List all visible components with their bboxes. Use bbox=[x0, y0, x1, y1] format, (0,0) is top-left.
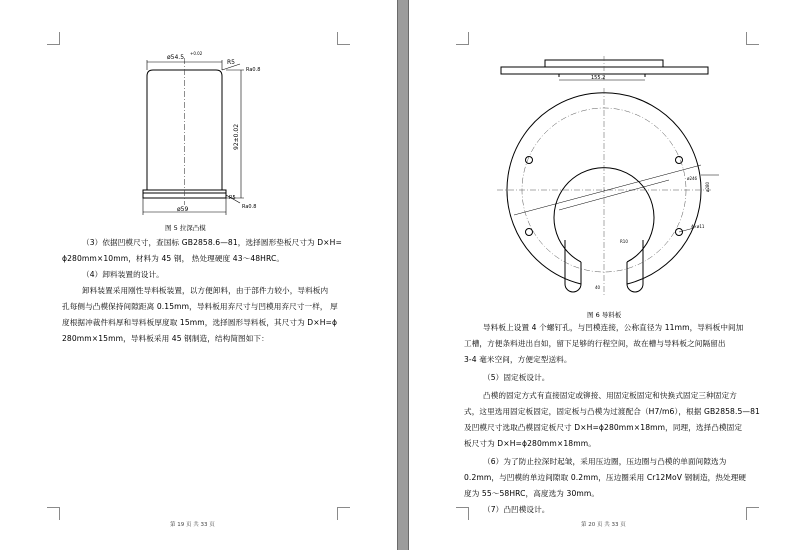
crop-mark bbox=[47, 507, 60, 520]
dim-top-tolerance: +0.02 bbox=[190, 51, 203, 56]
dim-r5: R5 bbox=[227, 59, 235, 66]
dim-slot-width: 40 bbox=[595, 285, 601, 290]
document-page-20 bbox=[409, 0, 806, 550]
paragraph-line: 式，这里选用固定板固定，固定板与凸模为过渡配合（H7/m6），根据 GB2858.5—81 bbox=[464, 407, 760, 416]
figure-caption: 图 6 导料板 bbox=[587, 311, 622, 319]
punch-drawing bbox=[0, 0, 397, 230]
crop-mark bbox=[456, 507, 469, 520]
dim-base-diameter: ø59 bbox=[177, 206, 189, 213]
paragraph-line: （3）依据凹模尺寸，查国标 GB2858.6—81，选择圆形垫板尺寸为 D×H= bbox=[82, 238, 342, 247]
dim-hole-width: 155.2 bbox=[591, 75, 606, 81]
dim-height: 92±0.02 bbox=[233, 123, 240, 150]
dim-r5-bottom: R5 bbox=[229, 195, 236, 201]
figure-caption: 图 5 拉深凸模 bbox=[165, 224, 206, 232]
dim-roughness-bottom: Ra0.8 bbox=[242, 204, 257, 210]
paragraph-line: 280mm×15mm，导料板采用 45 钢制造，结构简图如下： bbox=[62, 334, 269, 343]
guide-plate-drawing bbox=[409, 0, 806, 310]
paragraph-line: 板尺寸为 D×H=ɸ280mm×18mm。 bbox=[464, 439, 596, 448]
paragraph-line: 度根据冲裁件料厚和导料板厚度取 15mm，选择圆形导料板，其尺寸为 D×H=ɸ bbox=[62, 318, 338, 327]
page-footer: 第 20 页 共 33 页 bbox=[581, 522, 626, 528]
dim-holes: 4×ø11 bbox=[691, 224, 705, 229]
dim-pitch-diameter: ø246 bbox=[687, 176, 698, 181]
paragraph-line: 0.2mm，与凹模的单边间隙取 0.2mm，压边圈采用 Cr12MoV 钢制造，热处理硬 bbox=[464, 473, 747, 482]
paragraph-line: 工槽，方便条料进出自如，留下足够的行程空间，故在槽与导料板之间隔留出 bbox=[464, 339, 726, 348]
paragraph-line: 孔每侧与凸模保持间隙距离 0.15mm，导料板用弃尺寸与凹模用弃尺寸一样， 厚 bbox=[62, 302, 338, 311]
section-heading: （7）凸凹模设计。 bbox=[483, 505, 550, 514]
paragraph-line: 3-4 毫米空间，方便定型送料。 bbox=[464, 355, 572, 364]
paragraph-line: 度为 55～58HRC，高度选为 30mm。 bbox=[464, 489, 600, 498]
paragraph-line: 及凹模尺寸选取凸模固定板尺寸 D×H=ɸ280mm×18mm，同理，选择凸模固定 bbox=[464, 423, 743, 432]
section-heading: （4）卸料装置的设计。 bbox=[82, 270, 164, 279]
paragraph-line: 凸模的固定方式有直接固定或铆接、用固定板固定和快换式固定三种固定方 bbox=[483, 391, 737, 400]
crop-mark bbox=[746, 507, 759, 520]
paragraph-line: 卸料装置采用刚性导料板装置，以方便卸料，由于部件力较小，导料板内 bbox=[82, 286, 329, 295]
document-page-19 bbox=[0, 0, 397, 550]
crop-mark bbox=[337, 507, 350, 520]
dim-top-diameter: ø54.5 bbox=[167, 54, 185, 61]
page-divider bbox=[397, 0, 409, 550]
paragraph-line: ɸ280mm×10mm，材料为 45 钢， 热处理硬度 43～48HRC。 bbox=[62, 254, 285, 263]
dim-outer-diameter: ø280 bbox=[705, 181, 710, 192]
paragraph-line: 导料板上设置 4 个螺钉孔，与凹模连接，公称直径为 11mm，导料板中间加 bbox=[483, 323, 744, 332]
screw-hole bbox=[526, 157, 533, 164]
dim-r10: R10 bbox=[620, 239, 628, 244]
paragraph-line: （6）为了防止拉深时起皱，采用压边圈，压边圈与凸模的单面间隙选为 bbox=[483, 457, 727, 466]
dim-roughness-top: Ra0.8 bbox=[246, 67, 261, 73]
screw-hole bbox=[526, 229, 533, 236]
page-footer: 第 19 页 共 33 页 bbox=[170, 522, 215, 528]
section-heading: （5）固定板设计。 bbox=[483, 373, 550, 382]
